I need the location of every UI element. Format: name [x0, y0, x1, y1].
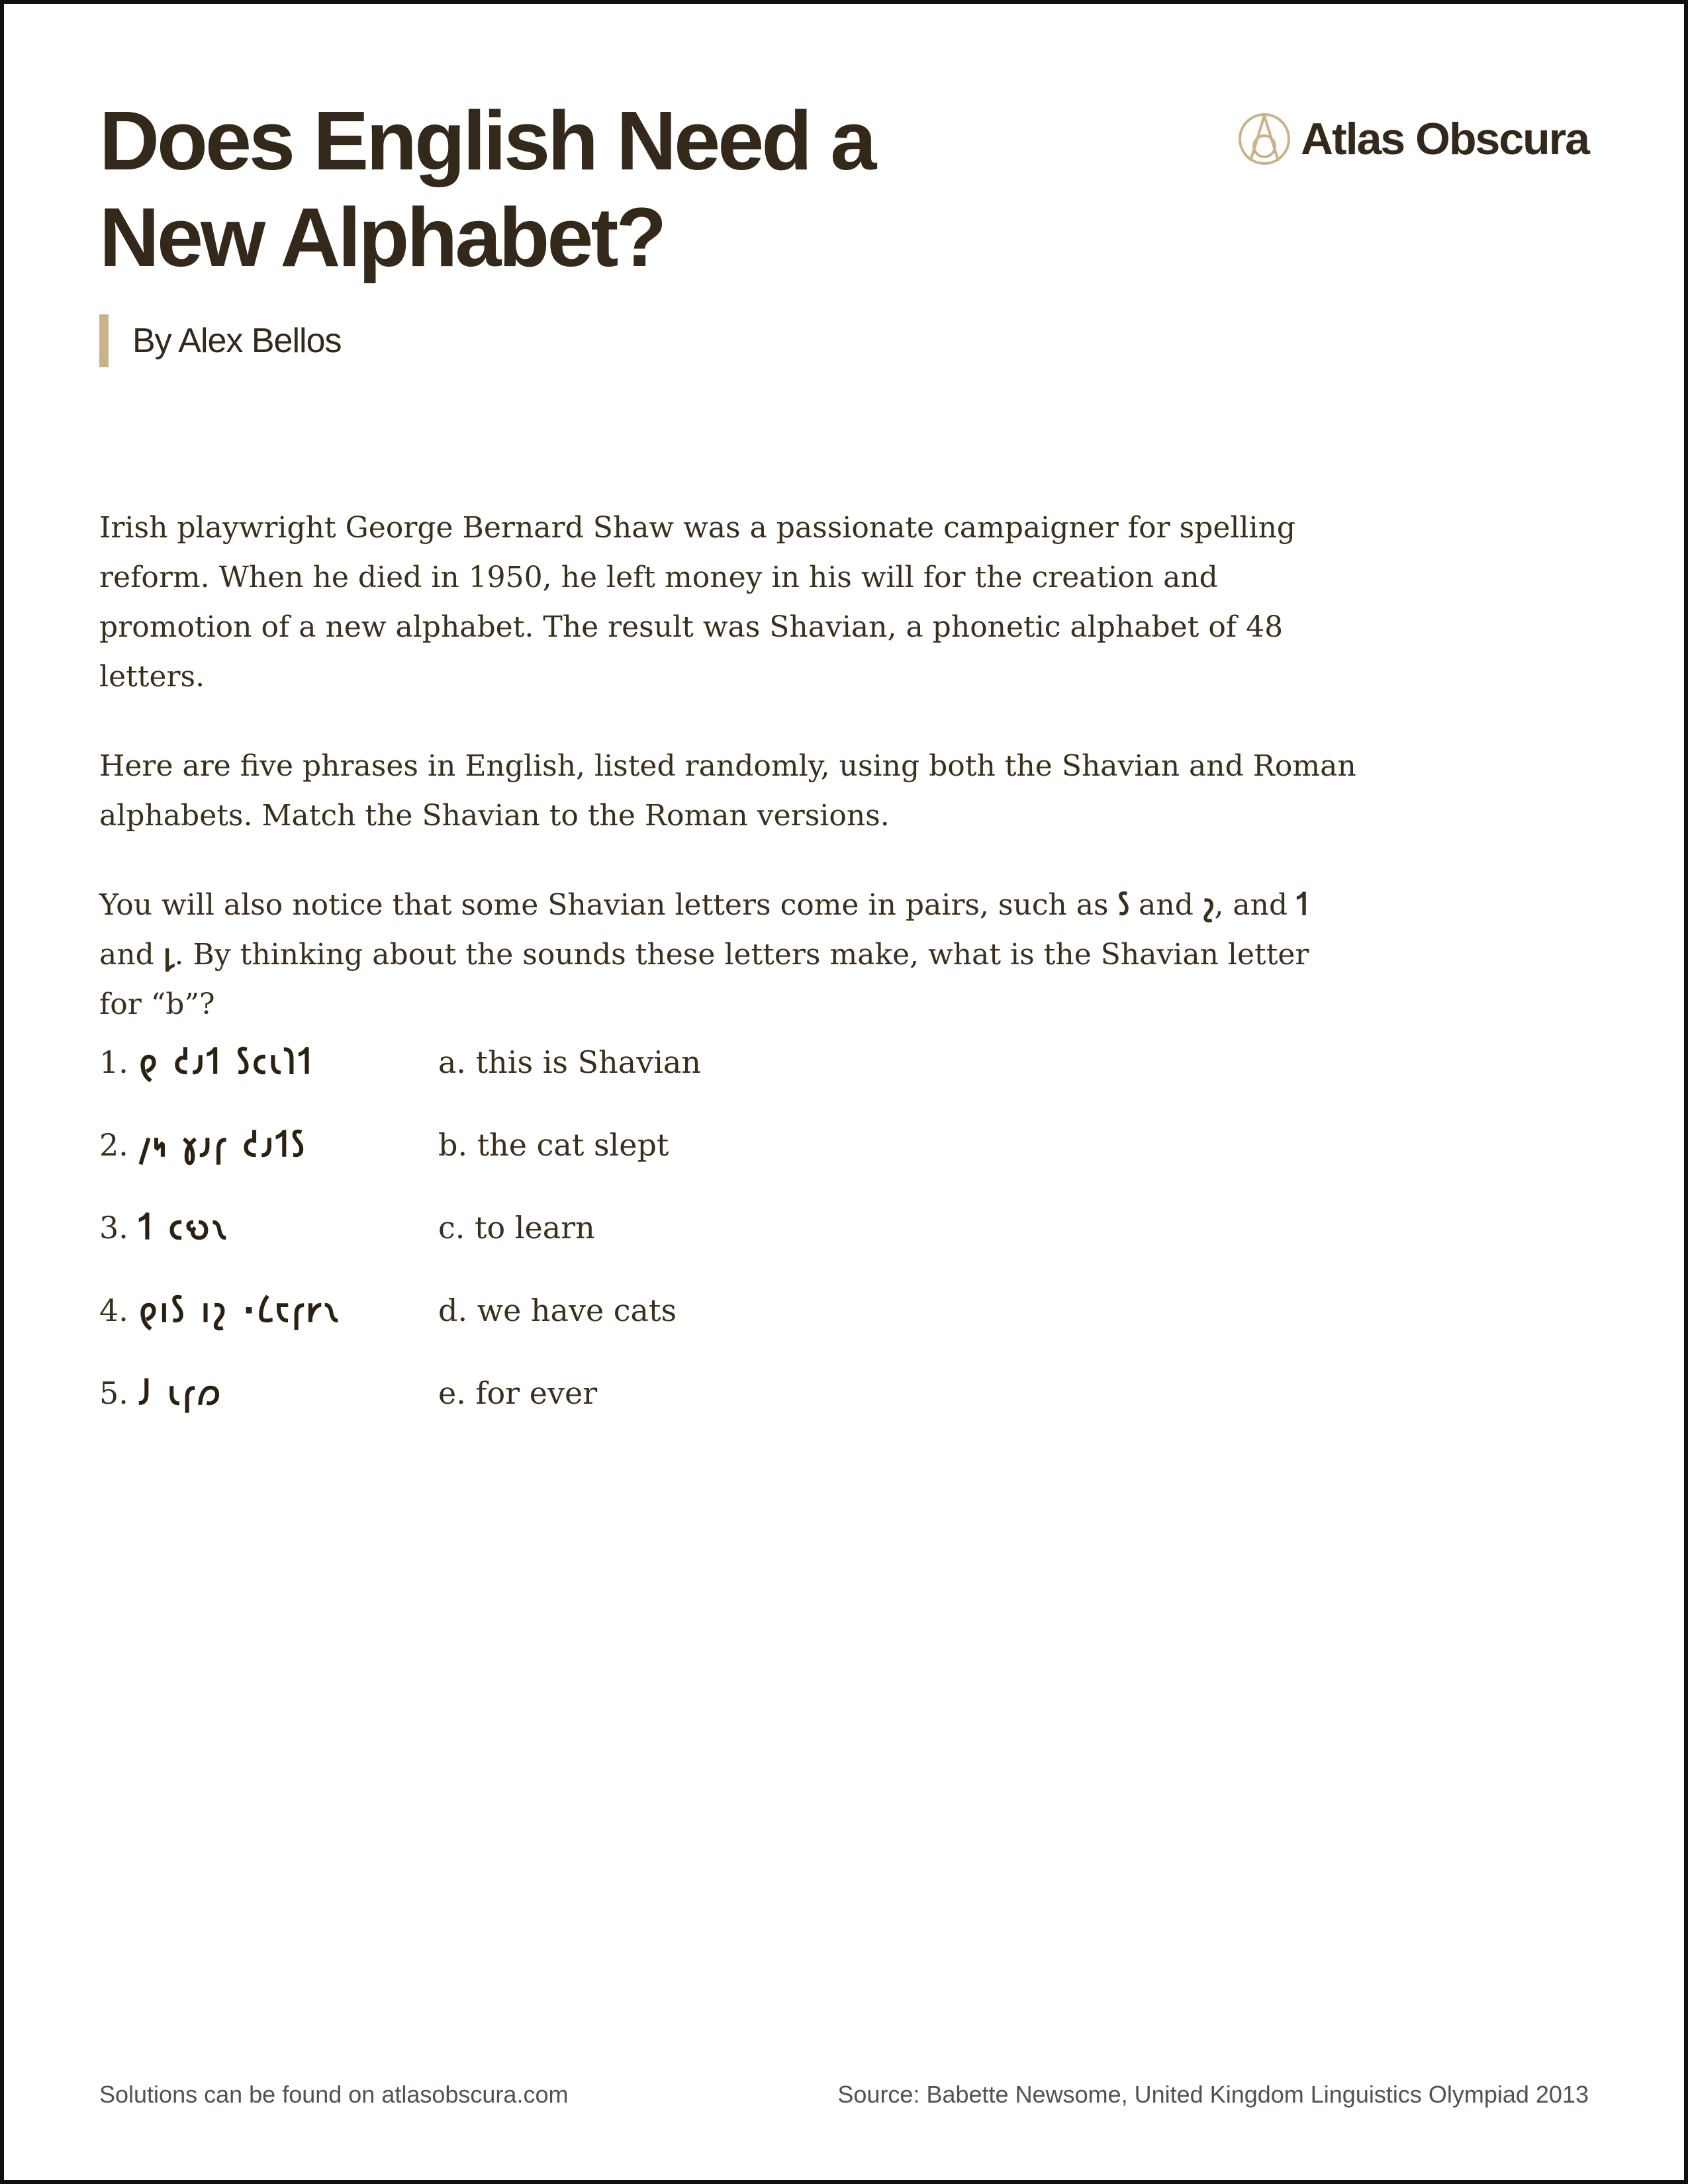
item-number: 1.	[99, 1044, 128, 1080]
roman-phrase: e. for ever	[438, 1375, 598, 1411]
page-title	[99, 93, 1026, 286]
item-number: 4.	[99, 1293, 128, 1328]
footer-solutions-note: Solutions can be found on atlasobscura.com	[99, 2081, 569, 2108]
p3-text-3: . By thinking about the sounds these letters make, what is the Shavian letter for “b”?	[99, 938, 1309, 1021]
footer-source: Source: Babette Newsome, United Kingdom Linguistics Olympiad 2013	[837, 2081, 1589, 2108]
title-line-2: New Alphabet?	[99, 191, 665, 284]
roman-phrase: b. the cat slept	[438, 1127, 669, 1163]
p3-and-1: and	[1129, 888, 1203, 922]
puzzle-row-2	[99, 1115, 1092, 1198]
shavian-phrase: 𐑞𐑦𐑕 𐑦𐑟 ·𐑖𐑱𐑝𐑾𐑯	[139, 1291, 342, 1330]
shavian-phrase: 𐑢𐑰 𐑣𐑨𐑝 𐑒𐑨𐑑𐑕	[139, 1126, 307, 1164]
puzzle-row-1	[99, 1032, 1092, 1115]
item-number: 3.	[99, 1210, 128, 1246]
atlas-obscura-logo[interactable]	[1237, 109, 1589, 169]
item-number: 5.	[99, 1375, 128, 1411]
shavian-pair-2-first: 𐑑	[1297, 888, 1308, 922]
shavian-phrase: 𐑞 𐑒𐑨𐑑 𐑕𐑤𐑧𐑐𐑑	[139, 1043, 314, 1081]
byline: By Alex Bellos	[99, 314, 342, 367]
compass-logo-icon	[1237, 112, 1291, 166]
title-line-1: Does English Need a	[99, 94, 874, 187]
intro-paragraph-3	[99, 880, 1357, 1029]
intro-paragraph-2: Here are five phrases in English, listed randomly, using both the Shavian and Roman alphabets. Match the Shavian to the Roman versions.	[99, 749, 1356, 833]
puzzle-row-5	[99, 1363, 1092, 1446]
shavian-phrase: 𐑑 𐑤𐑻𐑯	[139, 1208, 230, 1247]
p3-and-2: and	[99, 938, 164, 972]
puzzle-row-4	[99, 1281, 1092, 1363]
item-number: 2.	[99, 1127, 128, 1163]
puzzle-row-3	[99, 1198, 1092, 1281]
roman-phrase: c. to learn	[438, 1210, 595, 1246]
logo-wordmark: Atlas Obscura	[1300, 114, 1589, 164]
shavian-pair-2-second: 𐑛	[163, 938, 175, 972]
intro-paragraph-1: Irish playwright George Bernard Shaw was a passionate campaigner for spelling reform. When he died in 1950, he left money in his will for the creation and promotion of a new alphabet. The result was Shavian, a phonetic alphabet of 48 letters.	[99, 511, 1296, 694]
shavian-pair-1-first: 𐑕	[1117, 888, 1130, 922]
shavian-pair-1-second: 𐑟	[1202, 888, 1215, 922]
shavian-phrase: 𐑓 𐑧𐑝𐑼	[139, 1374, 224, 1412]
roman-phrase: d. we have cats	[438, 1293, 677, 1328]
p3-text-2: , and	[1214, 888, 1297, 922]
roman-phrase: a. this is Shavian	[438, 1044, 701, 1080]
article-body	[99, 503, 1357, 1069]
p3-text-1: You will also notice that some Shavian letters come in pairs, such as	[99, 888, 1118, 922]
puzzle-list	[99, 1032, 1092, 1446]
